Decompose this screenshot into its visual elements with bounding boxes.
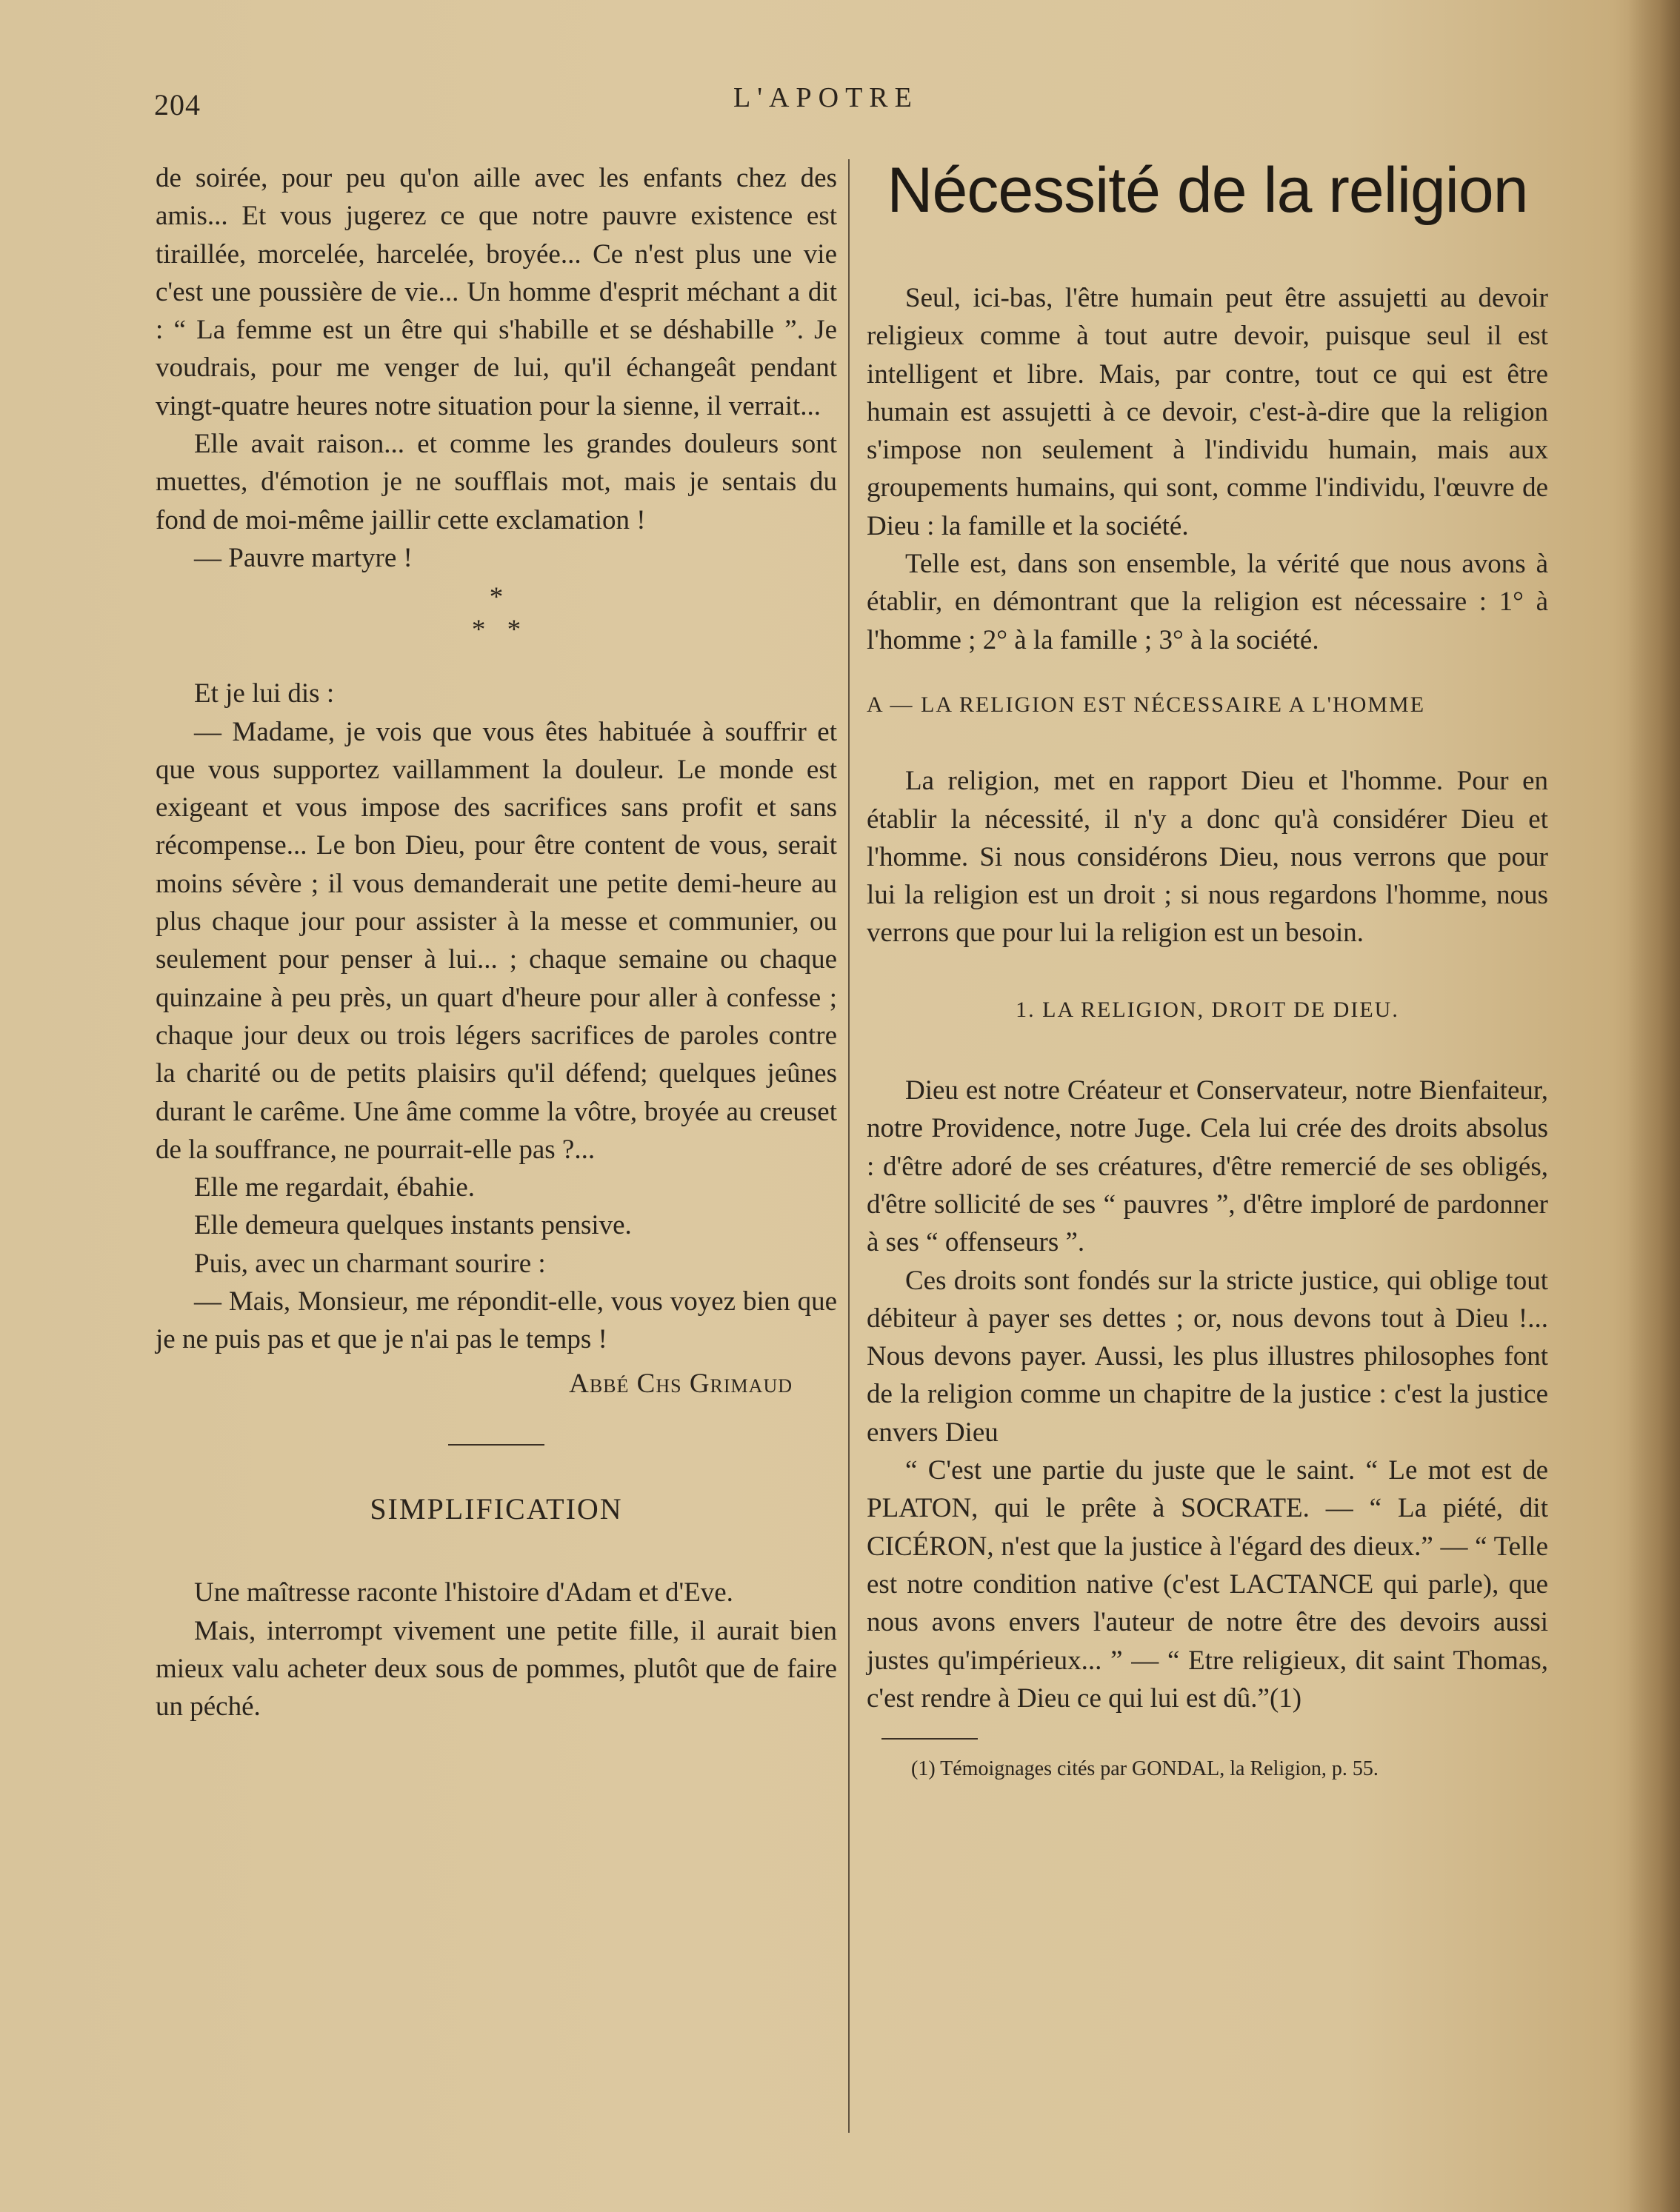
paragraph: La religion, met en rapport Dieu et l'homme. Pour en établir la nécessité, il n'y a donc qu'à considérer Dieu et l'homme. Si nous considérons Dieu, nous verrons que pour lui la religion est un droit ; si nous regardons l'homme, nous verrons que pour lui la religion est un besoin. xyxy=(867,766,1548,949)
paragraph: Seul, ici-bas, l'être humain peut être assujetti au devoir religieux comme à tout autre devoir, puisque seul il est intelligent et libre. Mais, par contre, tout ce qui est être humain est assujetti à ce devoir, c'est-à-dire que la religion s'impose non seulement à l'individu humain, mais aux groupements humains, qui sont, comme l'individu, l'œuvre de Dieu : la famille et la société. xyxy=(867,283,1548,541)
paragraph: — Madame, je vois que vous êtes habituée à souffrir et que vous supportez vaillamment la douleur. Le monde est exigeant et vous impose des sacrifices sans profit et sans récompense... Le bon Dieu, pour être content de vous, serait moins sévère ; il vous demanderait une petite demi-heure au plus chaque jour pour assister à la messe et communier, ou seulement pour penser à lui... ; chaque semaine ou chaque quinzaine à peu près, un quart d'heure pour aller à confesse ; chaque jour deux ou trois légers sacrifices de paroles contre la charité ou de petits plaisirs qu'il défend; quelques jeûnes durant le carême. Une âme comme la vôtre, broyée au creuset de la souffrance, ne pourrait-elle pas ?... xyxy=(156,716,837,1165)
paragraph: Mais, interrompt vivement une petite fille, il aurait bien mieux valu acheter deux sous de pommes, plutôt que de faire un péché. xyxy=(156,1615,837,1723)
asterism-bottom: * * xyxy=(471,615,521,646)
paragraph: Dieu est notre Créateur et Conservateur, notre Bienfaiteur, notre Providence, notre Juge. Cela lui crée des droits absolus : d'être adoré de ses créatures, d'être remercié de ses obligés, d'être sollicité de ses “ pauvres ”, d'être imploré de pardonner à ses “ offenseurs ”. xyxy=(867,1075,1548,1258)
footnote-rule xyxy=(881,1738,978,1740)
paragraph: Ces droits sont fondés sur la stricte justice, qui oblige tout débiteur à payer ses dettes ; or, nous devons tout à Dieu !... Nous devons payer. Aussi, les plus illustres philosophes font de la religion comme un chapitre de la justice : c'est la justice envers Dieu xyxy=(867,1265,1548,1448)
subsection-heading: 1. LA RELIGION, DROIT DE DIEU. xyxy=(1016,997,1399,1022)
paragraph: Une maîtresse raconte l'histoire d'Adam et d'Eve. xyxy=(194,1577,733,1608)
spacer xyxy=(156,648,837,675)
page-number: 204 xyxy=(154,88,201,121)
paragraph: Elle demeura quelques instants pensive. xyxy=(194,1210,632,1241)
footnote: (1) Témoignages cités par GONDAL, la Religion, p. 55. xyxy=(911,1757,1379,1781)
simplification-title: SIMPLIFICATION xyxy=(370,1491,623,1526)
author-signature: Abbé Chs Grimaud xyxy=(569,1368,793,1399)
paragraph: Et je lui dis : xyxy=(194,678,335,709)
paragraph: — Pauvre martyre ! xyxy=(194,542,413,573)
paragraph: Telle est, dans son ensemble, la vérité que nous avons à établir, en démontrant que la religion est nécessaire : 1° à l'homme ; 2° à la famille ; 3° à la société. xyxy=(867,549,1548,655)
running-title: L'APOTRE xyxy=(733,82,919,113)
column-divider xyxy=(848,159,850,2133)
left-column xyxy=(156,159,837,1725)
paragraph: Elle avait raison... et comme les grandes douleurs sont muettes, d'émotion je ne soufflais mot, mais je sentais du fond de moi-même jaillir cette exclamation ! xyxy=(156,429,837,535)
section-rule xyxy=(448,1444,544,1446)
paragraph: “ C'est une partie du juste que le saint. “ Le mot est de PLATON, qui le prête à SOCRATE. — “ La piété, dit CICÉRON, n'est que la justice à l'égard des dieux.” — “ Telle est notre condition native (c'est LACTANCE qui parle), que nous avons envers l'auteur de notre être des devoirs aussi justes qu'impérieux... ” — “ Etre religieux, dit saint Thomas, c'est rendre à Dieu ce qui lui est dû.”(1) xyxy=(867,1455,1548,1714)
right-column xyxy=(867,155,1548,1784)
asterism-top: * xyxy=(489,582,504,613)
section-heading: A — LA RELIGION EST NÉCESSAIRE A L'HOMME xyxy=(867,692,1426,717)
page-edge-shadow xyxy=(1628,0,1680,2212)
paragraph: Elle me regardait, ébahie. xyxy=(194,1172,476,1203)
paragraph: Puis, avec un charmant sourire : xyxy=(194,1248,546,1279)
paragraph: de soirée, pour peu qu'on aille avec les enfants chez des amis... Et vous jugerez ce que notre pauvre existence est tiraillée, morcelée, harcelée, broyée... Ce n'est plus une vie c'est une poussière de vie... Un homme d'esprit méchant a dit : “ La femme est un être qui s'habille et se déshabille ”. Je voudrais, pour me venger de lui, qu'il échangeât pendant vingt-quatre heures notre situation pour la sienne, il verrait... xyxy=(156,163,837,421)
article-title: Nécessité de la religion xyxy=(887,155,1528,226)
paragraph: — Mais, Monsieur, me répondit-elle, vous voyez bien que je ne puis pas et que je n'ai pas le temps ! xyxy=(156,1286,837,1355)
